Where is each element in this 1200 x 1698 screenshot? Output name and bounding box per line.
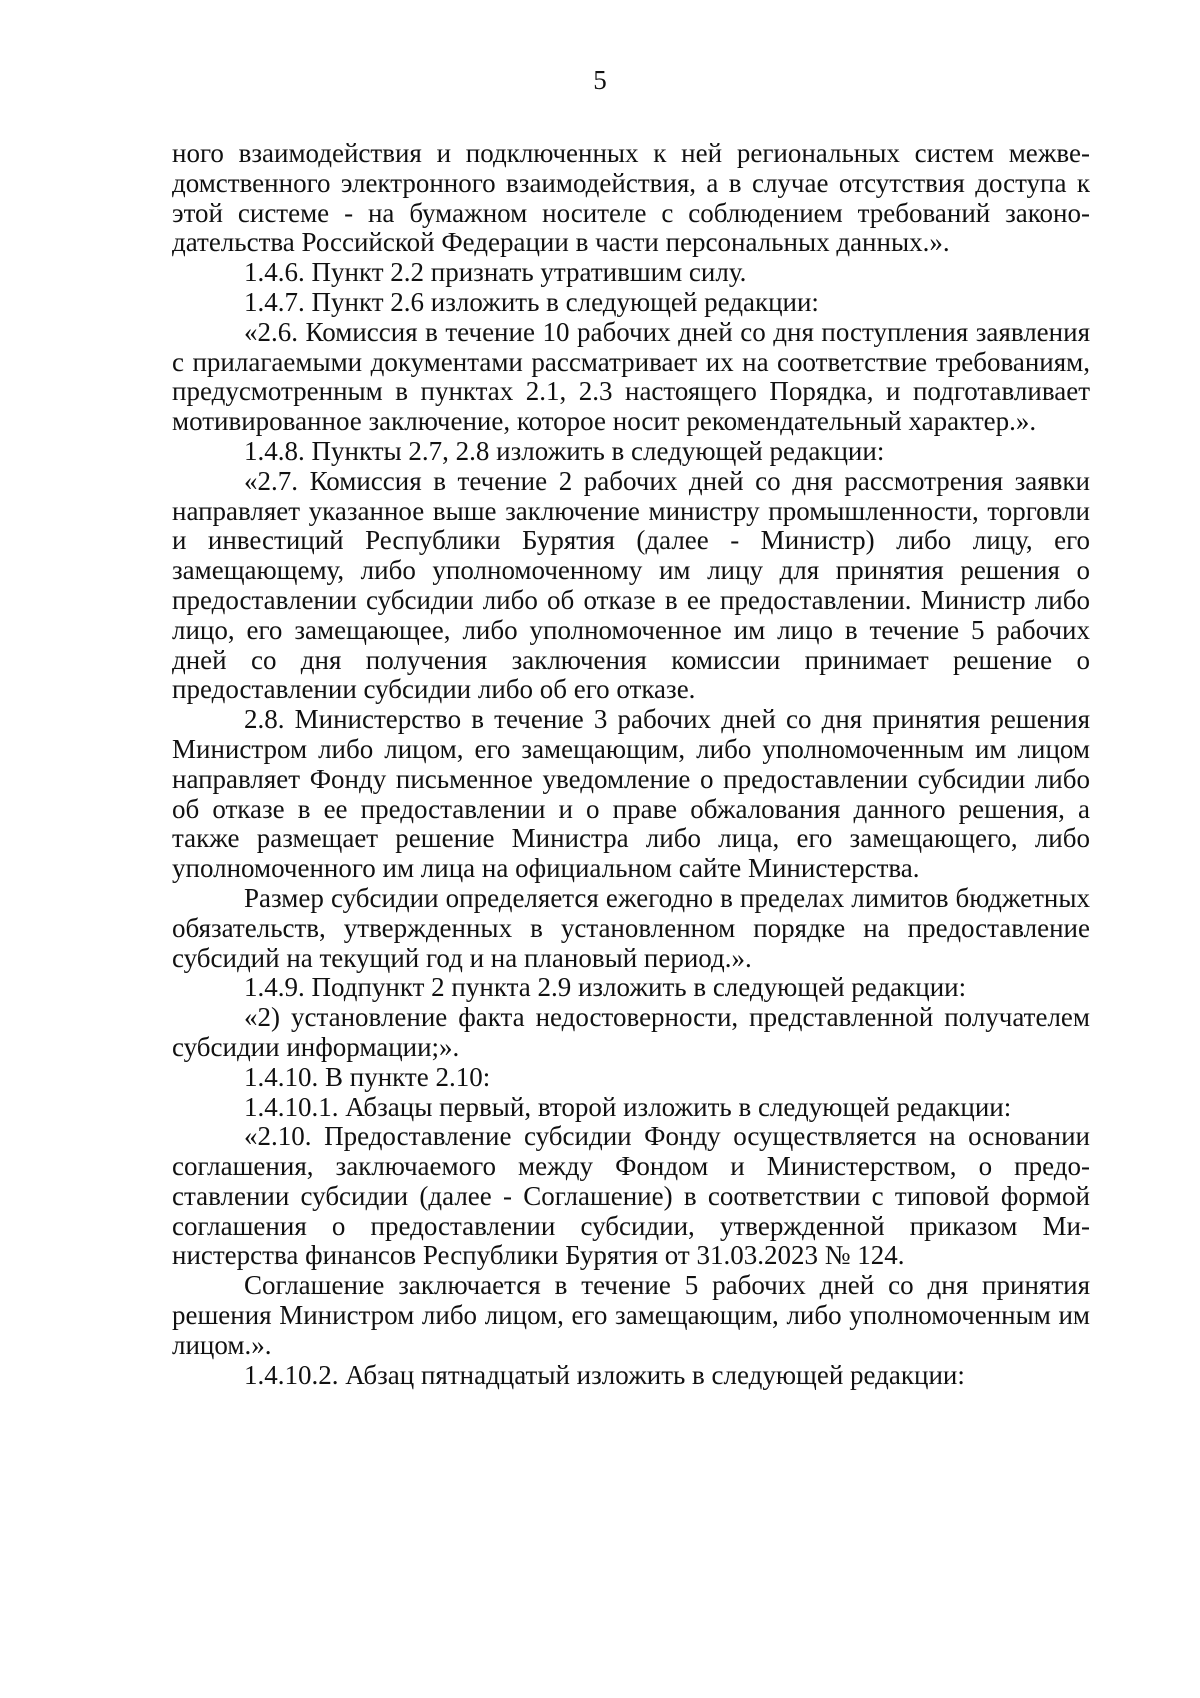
paragraph: 2.8. Министерство в течение 3 рабочих дней со дня принятия решения Министром либо лицом, его замещающим, либо уполномоченным им лицом направляет Фонду письменное уведомление о предоставлении субсидии либо об отказе в ее предоставлении и о праве обжалования данного решения, а также размещает решение Министра либо лица, его замещающего, либо уполномоченного им лица на официальном сайте Министерства. xyxy=(172,704,1090,884)
paragraph: 1.4.10. В пункте 2.10: xyxy=(244,1061,491,1092)
paragraph: 1.4.6. Пункт 2.2 признать утратившим силу. xyxy=(244,257,747,288)
paragraph: «2.7. Комиссия в течение 2 рабочих дней со дня рассмотрения заявки направляет указанное выше заключение министру промышленности, торговли и инвестиций Республики Бурятия (далее - Министр) либо лицу, его замещающему, либо уполномоченному им лицу для принятия решения о предоставлении субсидии либо об отказе в ее предоставлении. Министр либо лицо, его замещающее, либо уполномоченное им лицо в течение 5 рабочих дней со дня получения заключения комиссии принимает решение о предоставлении субсидии либо об его отказе. xyxy=(172,465,1090,705)
paragraph: «2.10. Предоставление субсидии Фонду осуществляется на основании соглашения, заключаемого между Фондом и Министерством, о предоставлении субсидии (далее - Соглашение) в соответствии с типовой формой соглашения о предоставлении субсидии, утвержденной приказом Министерства финансов Республики Бурятия от 31.03.2023 № 124. xyxy=(172,1121,1090,1271)
paragraph: «2.6. Комиссия в течение 10 рабочих дней со дня поступления заявления с прилагаемыми документами рассматривает их на соответствие требованиям, предусмотренным в пунктах 2.1, 2.3 настоящего Порядка, и подготавливает мотивированное заключение, которое носит рекомендательный характер.». xyxy=(172,316,1090,437)
paragraph: «2) установление факта недостоверности, представленной получателем субсидии информации;». xyxy=(172,1002,1090,1062)
paragraph: 1.4.8. Пункты 2.7, 2.8 изложить в следующей редакции: xyxy=(244,435,885,466)
paragraph: Соглашение заключается в течение 5 рабочих дней со дня принятия решения Министром либо лицом, его замещающим, либо уполномоченным им лицом.». xyxy=(172,1270,1090,1360)
paragraph: 1.4.7. Пункт 2.6 изложить в следующей редакции: xyxy=(244,286,819,317)
paragraph: ного взаимодействия и подключенных к ней региональных систем межведомственного электронного взаимодействия, а в случае отсутствия доступа к этой системе - на бумажном носителе с соблюдением требований законодательства Российской Федерации в части персональных данных.». xyxy=(172,138,1090,258)
document-body xyxy=(172,139,1090,1390)
paragraph: 1.4.10.2. Абзац пятнадцатый изложить в следующей редакции: xyxy=(244,1359,965,1390)
paragraph: 1.4.10.1. Абзацы первый, второй изложить в следующей редакции: xyxy=(244,1091,1012,1122)
paragraph: 1.4.9. Подпункт 2 пункта 2.9 изложить в следующей редакции: xyxy=(244,972,967,1003)
page-number: 5 xyxy=(593,65,607,95)
paragraph: Размер субсидии определяется ежегодно в пределах лимитов бюджетных обязательств, утвержденных в установленном порядке на предоставление субсидий на текущий год и на плановый период.». xyxy=(172,882,1090,973)
